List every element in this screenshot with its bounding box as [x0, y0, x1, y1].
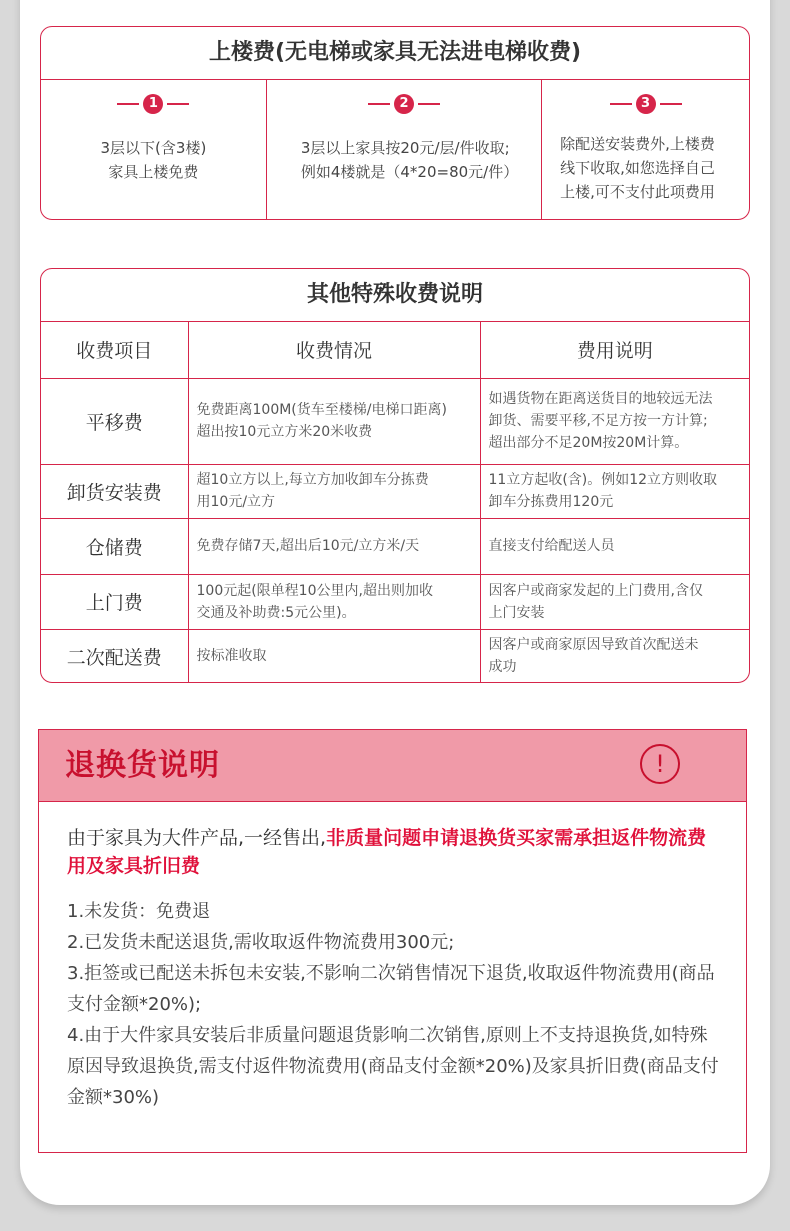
return-rule: 1.未发货：免费退: [67, 901, 211, 922]
fee-note: 如遇货物在距离送货目的地较远无法 卸货、需要平移,不足方按一方计算; 超出部分不足20M按20M计算。: [480, 378, 749, 464]
stairs-step-3: [542, 80, 749, 220]
special-fees-panel: [40, 268, 750, 683]
stairs-step-1: [41, 80, 267, 220]
fee-note: 因客户或商家发起的上门费用,含仅 上门安装: [480, 574, 749, 629]
stairs-step-text: 3层以上家具按20元/层/件收取; 例如4楼就是（4*20=80元/件）: [300, 139, 519, 181]
stairs-step-text: 3层以下(含3楼) 家具上楼免费: [100, 139, 207, 181]
table-row: [41, 629, 749, 683]
table-row: [41, 464, 749, 518]
header-fee-note: 费用说明: [480, 322, 749, 378]
header-fee-condition: 收费情况: [188, 322, 480, 378]
exclamation-circle-icon: !: [640, 744, 680, 784]
returns-panel: [38, 729, 747, 1153]
return-rule: 2.已发货未配送退货,需收取返件物流费用300元;: [67, 932, 455, 953]
fees-table: [41, 322, 749, 683]
returns-title: 退换货说明: [65, 748, 220, 783]
fee-item: 卸货安装费: [41, 464, 188, 518]
fee-item: 二次配送费: [41, 629, 188, 683]
header-fee-item: 收费项目: [41, 322, 188, 378]
fee-condition: 按标准收取: [188, 629, 480, 683]
fee-item: 平移费: [41, 378, 188, 464]
step-number-badge: 1: [143, 94, 163, 114]
fee-item: 上门费: [41, 574, 188, 629]
table-row: [41, 518, 749, 574]
table-row: [41, 378, 749, 464]
fee-note: 因客户或商家原因导致首次配送未 成功: [480, 629, 749, 683]
fee-condition: 免费距离100M(货车至楼梯/电梯口距离) 超出按10元立方米20米收费: [188, 378, 480, 464]
stairs-fee-panel: [40, 26, 750, 220]
fee-item: 仓储费: [41, 518, 188, 574]
return-rule: 4.由于大件家具安装后非质量问题退货影响二次销售,原则上不支持退换货,如特殊原因导致退换货,需支付返件物流费用(商品支付金额*20%)及家具折旧费(商品支付金额*30%): [67, 1025, 719, 1108]
step-number-badge: 2: [394, 94, 414, 114]
returns-intro-highlight: 非质量问题申请退换货买家需承担返件物流费用及家具折旧费: [67, 827, 707, 877]
stairs-step-2: [267, 80, 542, 220]
stairs-fee-title: 上楼费(无电梯或家具无法进电梯收费): [41, 27, 749, 80]
return-rule: 3.拒签或已配送未拆包未安装,不影响二次销售情况下退货,收取返件物流费用(商品支付金额*20%);: [67, 963, 715, 1015]
table-row: [41, 574, 749, 629]
stairs-step-text: 除配送安装费外,上楼费 线下收取,如您选择自己 上楼,可不支付此项费用: [560, 135, 715, 201]
returns-intro-plain: 由于家具为大件产品,一经售出,: [67, 827, 327, 849]
fee-condition: 100元起(限单程10公里内,超出则加收 交通及补助费:5元公里)。: [188, 574, 480, 629]
fee-condition: 超10立方以上,每立方加收卸车分拣费 用10元/立方: [188, 464, 480, 518]
fee-condition: 免费存储7天,超出后10元/立方米/天: [188, 518, 480, 574]
fee-note: 直接支付给配送人员: [480, 518, 749, 574]
returns-intro: [67, 824, 720, 880]
step-number-badge: 3: [636, 94, 656, 114]
special-fees-title: 其他特殊收费说明: [41, 269, 749, 322]
returns-header: [39, 730, 746, 802]
fee-note: 11立方起收(含)。例如12立方则收取 卸车分拣费用120元: [480, 464, 749, 518]
